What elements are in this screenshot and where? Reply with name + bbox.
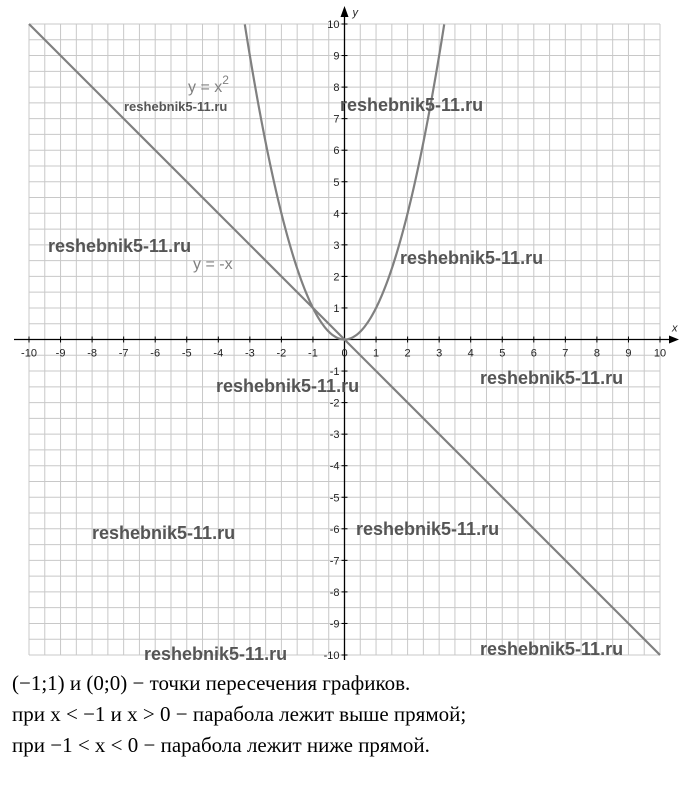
x-tick-label: -8 [87, 347, 97, 360]
x-axis-label: x [672, 322, 678, 335]
y-tick-label: -9 [329, 618, 340, 631]
y-tick-label: 2 [333, 271, 340, 284]
x-tick-label: -1 [308, 347, 318, 360]
y-tick-label: 6 [333, 145, 340, 158]
y-tick-label: -10 [323, 650, 340, 662]
y-axis-arrow [341, 6, 349, 17]
x-tick-label: -7 [118, 347, 129, 360]
y-axis-label: y [352, 7, 358, 19]
y-tick-label: 3 [333, 239, 340, 252]
y-tick-label: 1 [333, 302, 340, 315]
x-tick-label: 1 [372, 347, 380, 360]
x-tick-label: -9 [55, 347, 66, 360]
y-tick-label: 10 [327, 19, 340, 31]
watermark: reshebnik5-11.ru [144, 644, 288, 664]
watermark: reshebnik5-11.ru [92, 523, 236, 543]
watermark: reshebnik5-11.ru [356, 519, 500, 539]
x-tick-label: 0 [341, 347, 348, 360]
x-tick-label: 7 [562, 347, 569, 360]
y-tick-label: -4 [329, 460, 340, 473]
x-tick-label: 5 [499, 347, 506, 360]
y-tick-label: 4 [333, 208, 340, 221]
parabola-label-exponent: 2 [222, 73, 229, 87]
x-tick-label: 4 [467, 347, 474, 360]
x-tick-label: -3 [244, 347, 255, 360]
watermark: reshebnik5-11.ru [400, 248, 544, 268]
line-label: y = -x [193, 256, 233, 273]
y-tick-label: 9 [333, 50, 340, 63]
caption [12, 668, 682, 761]
x-tick-label: 6 [530, 347, 537, 360]
y-tick-label: -1 [329, 366, 340, 379]
x-tick-label: 3 [436, 347, 443, 360]
x-axis-arrow [669, 336, 679, 344]
x-tick-label: -5 [181, 347, 192, 360]
x-tick-label: 2 [404, 347, 411, 360]
y-tick-label: -2 [329, 397, 340, 410]
x-tick-label: -4 [213, 347, 224, 360]
y-tick-label: 7 [333, 113, 340, 126]
x-tick-label: 8 [593, 347, 600, 360]
y-tick-label: -3 [329, 429, 340, 442]
watermark: reshebnik5-11.ru [48, 236, 192, 256]
caption-line-above: при x < −1 и x > 0 − парабола лежит выше прямой; [12, 702, 467, 726]
caption-line-below: при −1 < x < 0 − парабола лежит ниже прямой. [12, 733, 430, 757]
y-tick-label: -8 [329, 586, 340, 599]
parabola-label: $y = x^2$ [188, 73, 229, 96]
caption-line-intersections: (−1;1) и (0;0) − точки пересечения графиков. [12, 671, 411, 695]
x-tick-label: 9 [625, 347, 632, 360]
x-tick-label: -6 [150, 347, 161, 360]
y-tick-label: 8 [333, 82, 340, 95]
watermark: reshebnik5-11.ru [124, 99, 228, 114]
watermark: reshebnik5-11.ru [480, 368, 624, 388]
x-tick-label: 10 [653, 347, 667, 360]
watermark: reshebnik5-11.ru [216, 376, 360, 396]
y-tick-label: -6 [329, 523, 340, 536]
watermark: reshebnik5-11.ru [480, 639, 624, 659]
watermark: reshebnik5-11.ru [340, 95, 484, 115]
x-tick-label: -10 [21, 347, 37, 360]
y-tick-label: -7 [329, 555, 340, 568]
y-tick-label: -5 [329, 492, 340, 505]
y-tick-label: 5 [333, 176, 340, 189]
x-tick-label: -2 [276, 347, 287, 360]
